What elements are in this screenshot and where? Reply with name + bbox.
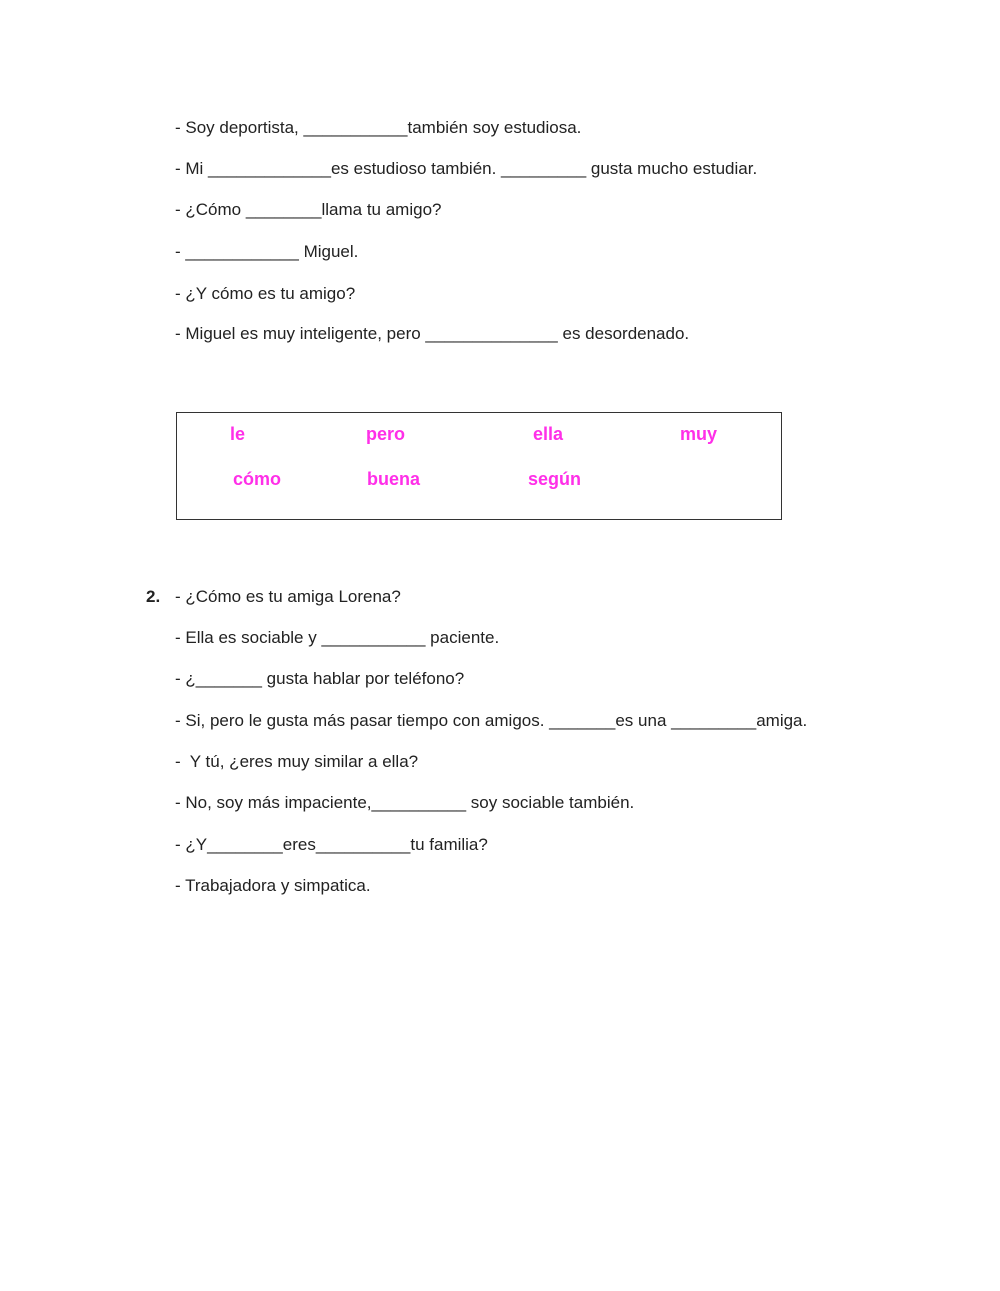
- exercise-line: - Soy deportista, ___________también soy estudiosa.: [175, 118, 582, 137]
- word-bank-word[interactable]: buena: [367, 469, 421, 489]
- word-bank: [176, 412, 782, 520]
- exercise-line: - ¿_______ gusta hablar por teléfono?: [175, 669, 465, 688]
- exercise-line: - ¿Y________eres__________tu familia?: [175, 835, 488, 854]
- exercise-number: 2.: [146, 587, 161, 606]
- exercise-line: - ¿Cómo ________llama tu amigo?: [175, 200, 442, 219]
- word-bank-word[interactable]: muy: [680, 424, 718, 444]
- exercise-line: - Mi _____________es estudioso también. _________ gusta mucho estudiar.: [175, 159, 758, 178]
- exercise-line: - Ella es sociable y ___________ paciente.: [175, 628, 500, 647]
- exercise-line: - Trabajadora y simpatica.: [175, 876, 371, 895]
- exercise-line: - ¿Y cómo es tu amigo?: [175, 284, 356, 303]
- word-bank-word[interactable]: ella: [533, 424, 564, 444]
- exercise-line: - ¿Cómo es tu amiga Lorena?: [175, 587, 401, 606]
- word-bank-word[interactable]: pero: [366, 424, 406, 444]
- exercise-line: - Y tú, ¿eres muy similar a ella?: [175, 752, 419, 771]
- exercise-line: - ____________ Miguel.: [175, 242, 359, 261]
- exercise-line: - Si, pero le gusta más pasar tiempo con amigos. _______es una _________amiga.: [175, 711, 808, 730]
- word-bank-word[interactable]: cómo: [233, 469, 282, 489]
- word-bank-word[interactable]: según: [528, 469, 582, 489]
- exercise-line: - Miguel es muy inteligente, pero ______________ es desordenado.: [175, 324, 690, 343]
- exercise-line: - No, soy más impaciente,__________ soy sociable también.: [175, 793, 635, 812]
- word-bank-word[interactable]: le: [230, 424, 246, 444]
